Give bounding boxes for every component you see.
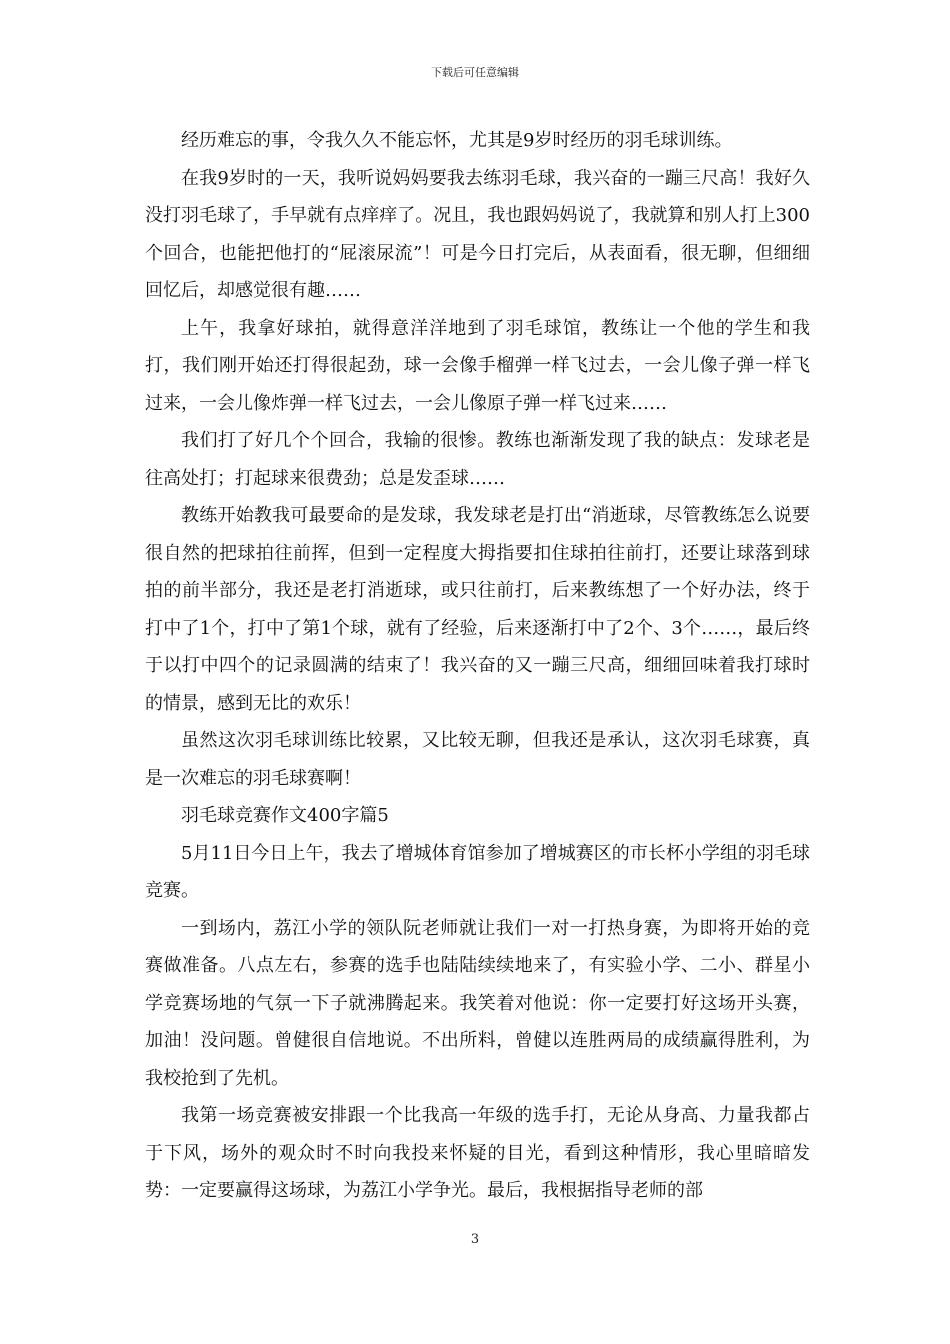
- paragraph: 我第一场竞赛被安排跟一个比我高一年级的选手打，无论从身高、力量我都占于下风，场外的观众时不时向我投来怀疑的目光，看到这种情形，我心里暗暗发势：一定要赢得这场球，为荔江小学争光。最后，我根据指导老师的部: [145, 1105, 810, 1201]
- paragraph: 经历难忘的事，令我久久不能忘怀，尤其是9岁时经历的羽毛球训练。: [181, 130, 733, 151]
- document-body: [145, 122, 810, 1210]
- paragraph: 一到场内，荔江小学的领队阮老师就让我们一对一打热身赛，为即将开始的竞赛做准备。八点左右，参赛的选手也陆陆续续地来了，有实验小学、二小、群星小学竞赛场地的气氛一下子就沸腾起来。我笑着对他说：你一定要打好这场开头赛，加油！没问题。曾健很自信地说。不出所料，曾健以连胜两局的成绩赢得胜利，为我校抢到了先机。: [145, 917, 810, 1089]
- paragraph: 我们打了好几个个回合，我输的很惨。教练也渐渐发现了我的缺点：发球老是往高处打；打起球来很费劲；总是发歪球……: [145, 430, 810, 489]
- paragraph: 在我9岁时的一天，我听说妈妈要我去练羽毛球，我兴奋的一蹦三尺高！我好久没打羽毛球了，手早就有点痒痒了。况且，我也跟妈妈说了，我就算和别人打上300个回合，也能把他打的“屁滚尿流”！可是今日打完后，从表面看，很无聊，但细细回忆后，却感觉很有趣……: [145, 167, 810, 301]
- paragraph: 虽然这次羽毛球训练比较累，又比较无聊，但我还是承认，这次羽毛球赛，真是一次难忘的羽毛球赛啊！: [145, 730, 810, 789]
- page-header: 下载后可任意编辑: [431, 66, 519, 79]
- paragraph: 5月11日今日上午，我去了增城体育馆参加了增城赛区的市长杯小学组的羽毛球竞赛。: [145, 842, 810, 901]
- section-title: 羽毛球竞赛作文400字篇5: [181, 805, 389, 826]
- paragraph: 教练开始教我可最要命的是发球，我发球老是打出“消逝球，尽管教练怎么说要很自然的把球拍往前挥，但到一定程度大拇指要扣住球拍往前打，还要让球落到球拍的前半部分，我还是老打消逝球，或只往前打，后来教练想了一个好办法，终于打中了1个，打中了第1个球，就有了经验，后来逐渐打中了2个、3个……，最后终于以打中四个的记录圆满的结束了！我兴奋的又一蹦三尺高，细细回味着我打球时的情景，感到无比的欢乐！: [145, 505, 810, 714]
- paragraph: 上午，我拿好球拍，就得意洋洋地到了羽毛球馆，教练让一个他的学生和我打，我们刚开始还打得很起劲，球一会像手榴弹一样飞过去，一会儿像子弹一样飞过来，一会儿像炸弹一样飞过去，一会儿像原子弹一样飞过来……: [145, 317, 810, 414]
- page-number: 3: [470, 1232, 480, 1247]
